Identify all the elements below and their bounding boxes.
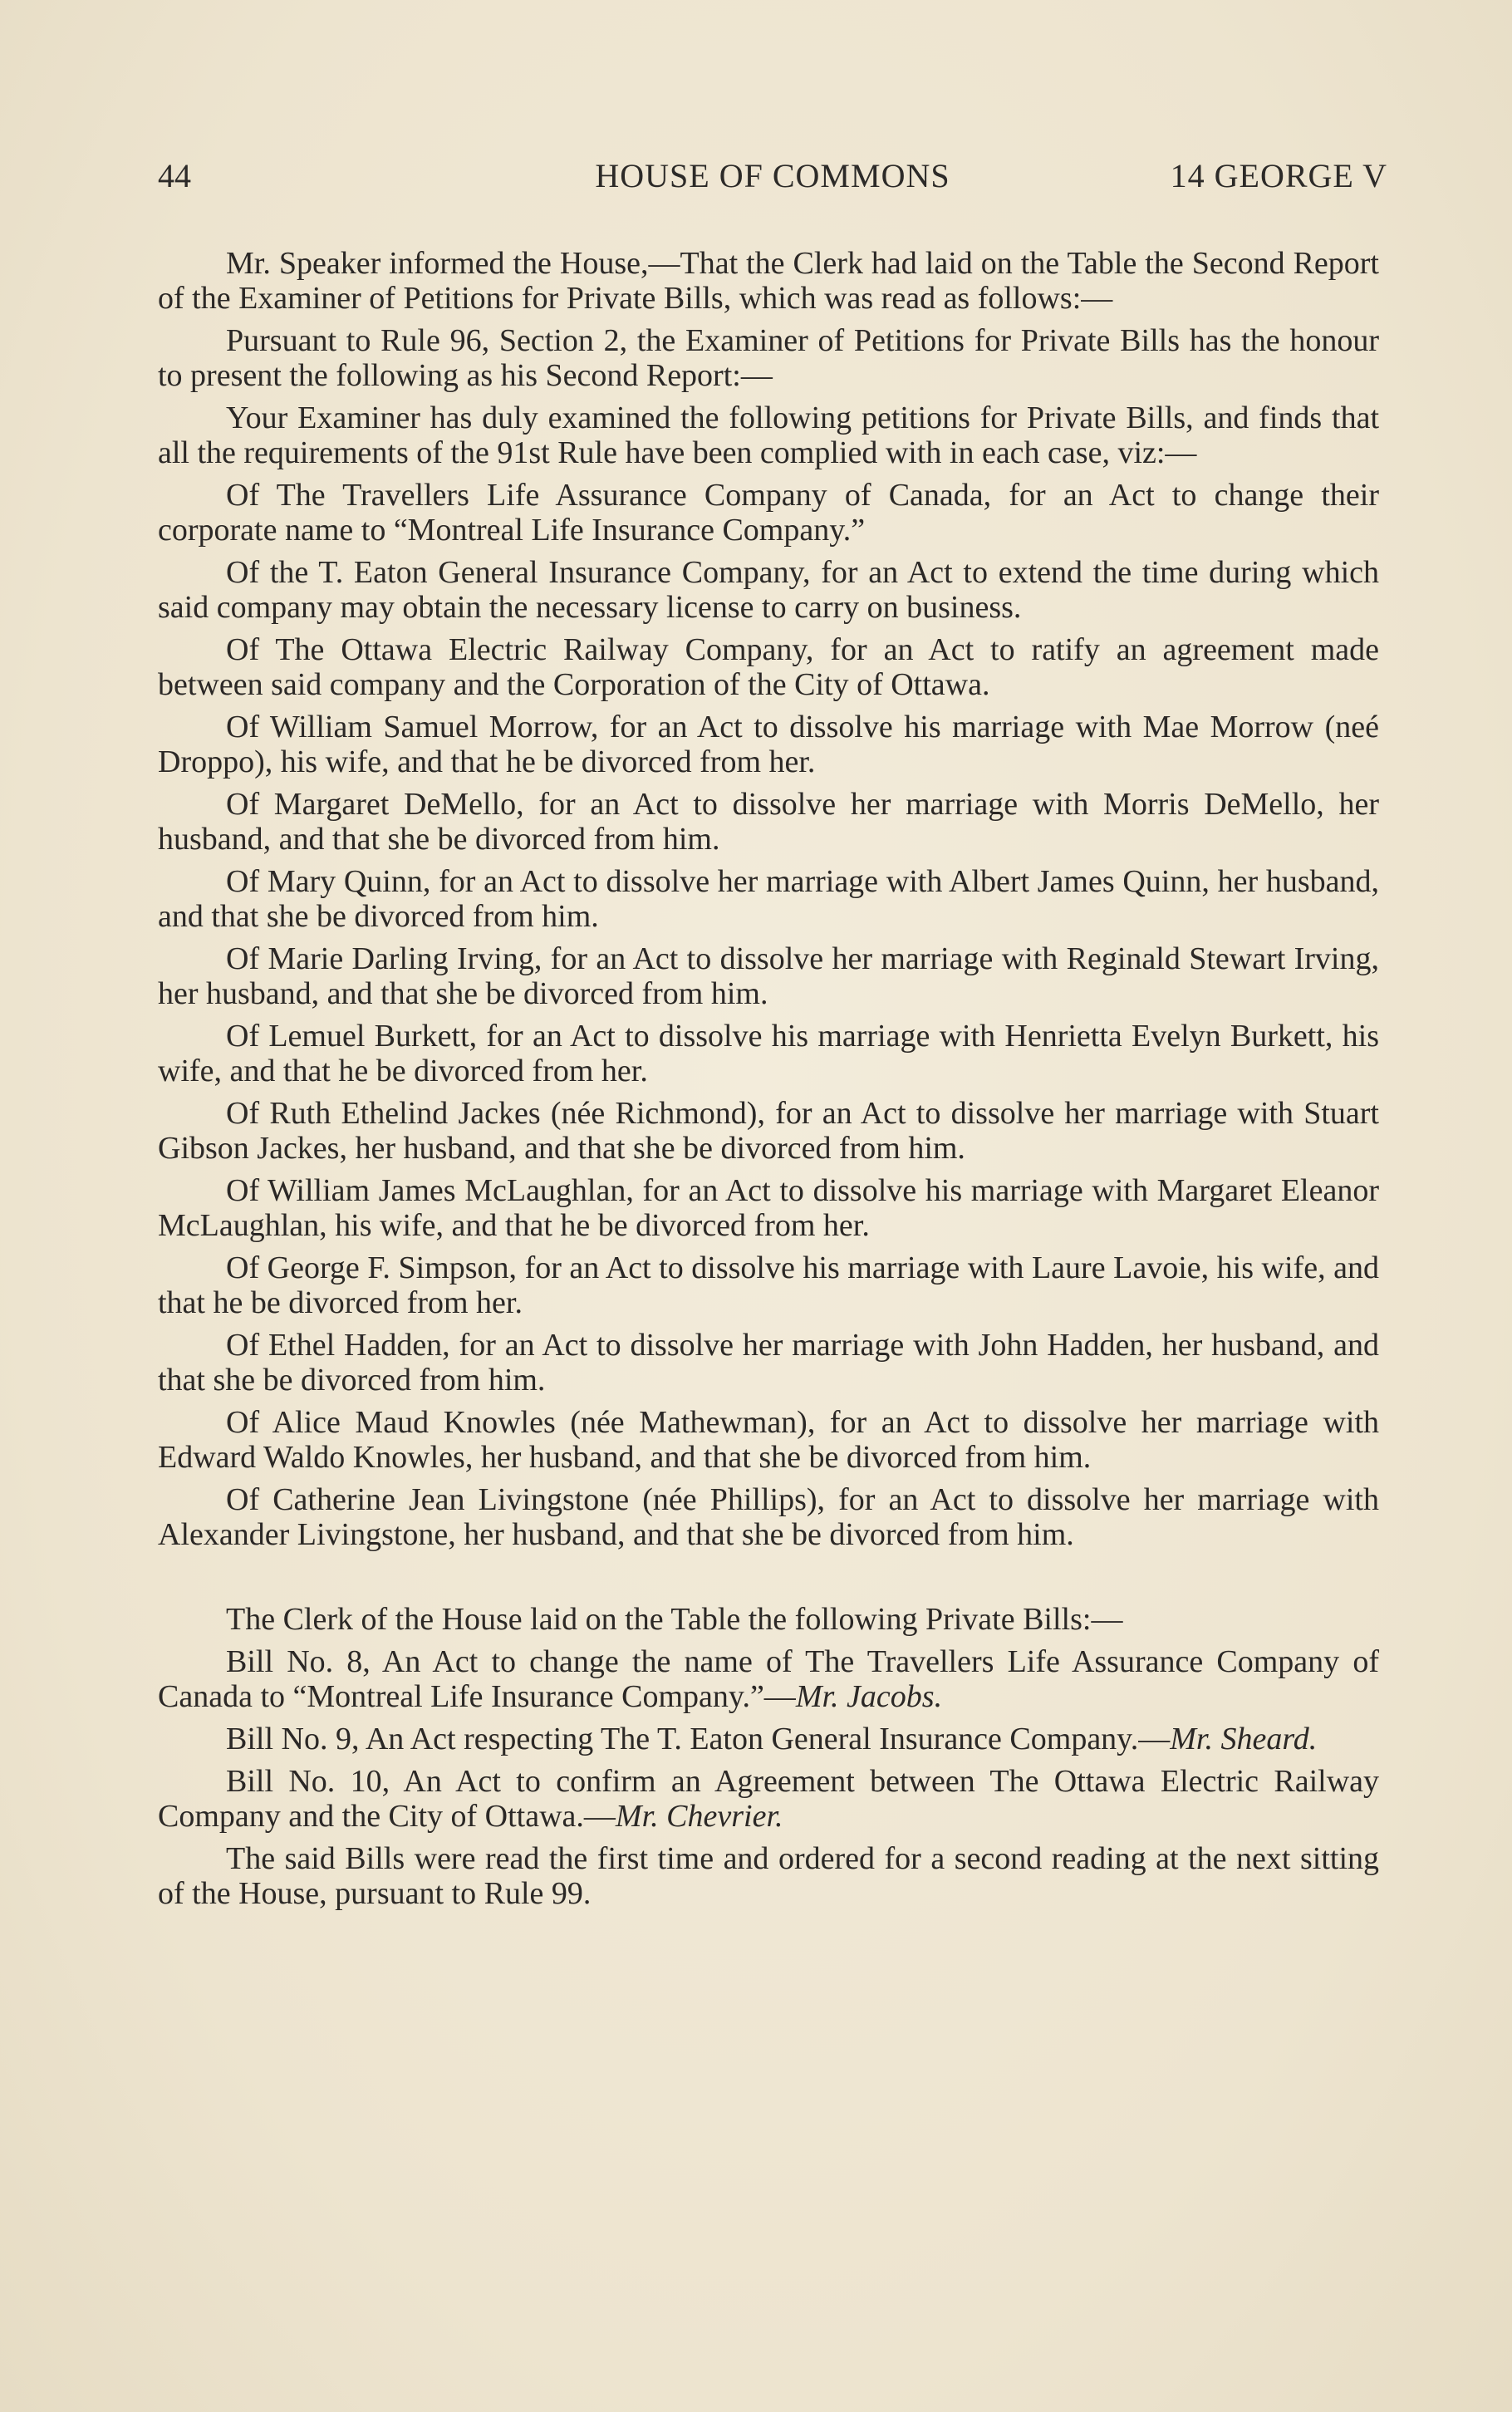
bill-item bbox=[158, 1644, 1379, 1714]
bill-member: Mr. Jacobs. bbox=[795, 1679, 943, 1714]
petition-item: Of The Travellers Life Assurance Company of Canada, for an Act to change their corporate name to “Montreal Life Insurance Company.” bbox=[158, 478, 1379, 548]
petition-item: Of Ethel Hadden, for an Act to dissolve her marriage with John Hadden, her husband, and that she be divorced from him. bbox=[158, 1328, 1379, 1398]
petition-item: Of William Samuel Morrow, for an Act to dissolve his marriage with Mae Morrow (neé Droppo), his wife, and that he be divorced from her. bbox=[158, 710, 1379, 779]
bill-text: Bill No. 10, An Act to confirm an Agreement between The Ottawa Electric Railway Company and the City of Ottawa.— bbox=[158, 1764, 1379, 1834]
petition-item: Of George F. Simpson, for an Act to dissolve his marriage with Laure Lavoie, his wife, and that he be divorced from her. bbox=[158, 1250, 1379, 1320]
petition-item: Of Catherine Jean Livingstone (née Phillips), for an Act to dissolve her marriage with Alexander Livingstone, her husband, and that she be divorced from him. bbox=[158, 1482, 1379, 1552]
bill-member: Mr. Sheard. bbox=[1170, 1722, 1318, 1756]
bills-intro: The Clerk of the House laid on the Table the following Private Bills:— bbox=[226, 1602, 1123, 1637]
bill-item bbox=[158, 1764, 1379, 1834]
petition-item: Of Marie Darling Irving, for an Act to dissolve her marriage with Reginald Stewart Irving, her husband, and that she be divorced from him. bbox=[158, 941, 1379, 1011]
petition-item: Of Ruth Ethelind Jackes (née Richmond), for an Act to dissolve her marriage with Stuart Gibson Jackes, her husband, and that she be divorced from him. bbox=[158, 1096, 1379, 1166]
petition-item: Of William James McLaughlan, for an Act to dissolve his marriage with Margaret Eleanor McLaughlan, his wife, and that he be divorced from her. bbox=[158, 1173, 1379, 1243]
petition-item: Of Margaret DeMello, for an Act to dissolve her marriage with Morris DeMello, her husband, and that she be divorced from him. bbox=[158, 787, 1379, 857]
petition-item: Of The Ottawa Electric Railway Company, for an Act to ratify an agreement made between said company and the Corporation of the City of Ottawa. bbox=[158, 632, 1379, 702]
journal-title: HOUSE OF COMMONS bbox=[595, 157, 950, 194]
bill-text: Bill No. 8, An Act to change the name of The Travellers Life Assurance Company of Canada to “Montreal Life Insurance Company.”— bbox=[158, 1644, 1379, 1714]
petition-item: Of Mary Quinn, for an Act to dissolve her marriage with Albert James Quinn, her husband, and that she be divorced from him. bbox=[158, 864, 1379, 934]
bill-item bbox=[158, 1722, 1379, 1756]
regnal-year: 14 GEORGE V bbox=[1170, 157, 1387, 194]
petition-item: Of the T. Eaton General Insurance Company, for an Act to extend the time during which said company may obtain the necessary license to carry on business. bbox=[158, 555, 1379, 625]
page-number: 44 bbox=[158, 157, 191, 194]
paragraph-speaker-informed: Mr. Speaker informed the House,—That the Clerk had laid on the Table the Second Report of the Examiner of Petitions for Private Bills, which was read as follows:— bbox=[158, 246, 1379, 316]
petition-item: Of Lemuel Burkett, for an Act to dissolve his marriage with Henrietta Evelyn Burkett, his wife, and that he be divorced from her. bbox=[158, 1019, 1379, 1088]
bill-text: Bill No. 9, An Act respecting The T. Eaton General Insurance Company.— bbox=[226, 1722, 1171, 1756]
paragraph-examiner: Your Examiner has duly examined the following petitions for Private Bills, and finds that all the requirements of the 91st Rule have been complied with in each case, viz:— bbox=[158, 400, 1379, 470]
paragraph-pursuant: Pursuant to Rule 96, Section 2, the Examiner of Petitions for Private Bills has the honour to present the following as his Second Report:— bbox=[158, 323, 1379, 393]
running-header bbox=[158, 156, 1387, 206]
closing-paragraph: The said Bills were read the first time and ordered for a second reading at the next sitting of the House, pursuant to Rule 99. bbox=[158, 1841, 1379, 1911]
page-body bbox=[158, 246, 1379, 1918]
petition-item: Of Alice Maud Knowles (née Mathewman), for an Act to dissolve her marriage with Edward Waldo Knowles, her husband, and that she be divorced from him. bbox=[158, 1405, 1379, 1475]
bill-member: Mr. Chevrier. bbox=[615, 1799, 783, 1834]
